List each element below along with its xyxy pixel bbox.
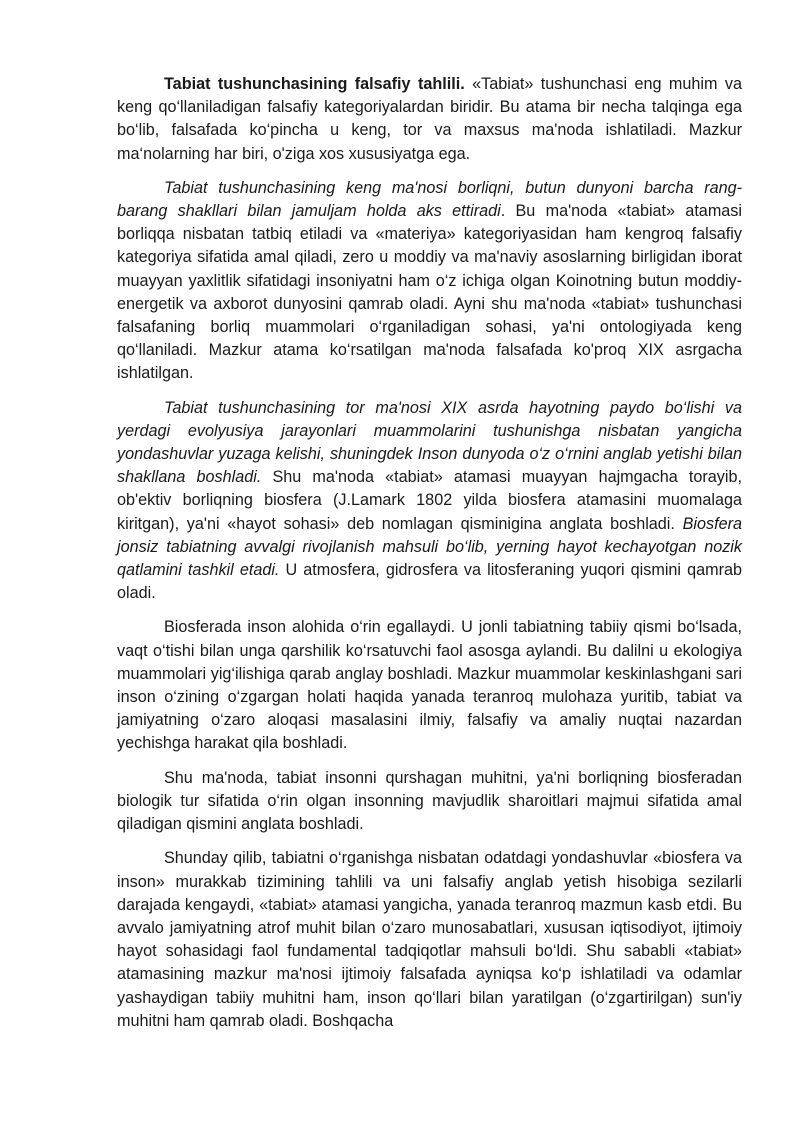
text-run: U atmosfera, gidrosfera va litosferaning yuqori qismini qamrab oladi.: [117, 561, 742, 603]
text-run: «Tabiat» tushunchasi eng muhim va keng qo‘llaniladigan falsafiy kategoriyalardan biridir. Bu atama bir necha talqinga ega bo‘lib, falsafada ko‘pincha u keng, tor va maxsus ma'noda ishlatiladi. Mazkur ma‘nolarning har biri, o'ziga xos xususiyatga ega.: [117, 75, 742, 163]
text-run: Biosferada inson alohida o‘rin egallaydi. U jonli tabiatning tabiiy qismi bo‘lsada, vaqt o‘tishi bilan unga qarshilik ko‘rsatuvchi faol asosga aylandi. Bu dalilni u ekologiya muammolari yig‘ilishiga qarab anglay boshladi. Mazkur muammolar keskinlashgani sari inson o‘zining o‘zgargan holati haqida yanada teranroq mulohaza yuritib, tabiat va jamiyatning o‘zaro aloqasi masalasini ilmiy, falsafiy va amaliy nuqtai nazardan yechishga harakat qila boshladi.: [117, 618, 742, 753]
paragraph-3: [117, 397, 742, 606]
text-run: . Bu ma'noda «tabiat» atamasi borliqqa nisbatan tatbiq etiladi va «materiya» kategoriyasidan ham kengroq falsafiy kategoriya sifatida amal qiladi, zero u moddiy va ma'naviy asoslarning birligidan iborat muayyan yaxlitlik sifatidagi insoniyatni ham o‘z ichiga olgan Koinotning butun moddiy-energetik va axborot dunyosini qamrab oladi. Ayni shu ma'noda «tabiat» tushunchasi falsafaning borliq muammolari o‘rganiladigan sohasi, ya'ni ontologiyada keng qo‘llaniladi. Mazkur atama ko‘rsatilgan ma'noda falsafada ko'proq XIX asrgacha ishlatilgan.: [117, 202, 742, 383]
paragraph-5: [117, 767, 742, 837]
italic-run: Tabiat tushunchasining tor ma'nosi XIX asrda hayotning paydo bo‘lishi va yerdagi evolyusiya jarayonlari muammolarini tushunishga nisbatan yangicha yondashuvlar yuzaga kelishi, shuningdek Inson dunyoda o‘z o‘rnini anglab yetishi bilan shakllana boshladi.: [117, 398, 742, 487]
paragraph-1: [117, 73, 742, 166]
italic-run: Biosfera jonsiz tabiatning avvalgi rivojlanish mahsuli bo‘lib, yerning hayot kechayotgan nozik qatlamini tashkil etadi.: [117, 514, 742, 580]
paragraph-4: [117, 616, 742, 755]
text-run: Shunday qilib, tabiatni o‘rganishga nisbatan odatdagi yondashuvlar «biosfera va inson» murakkab tizimining tahlili va uni falsafiy anglab yetish hisobiga sezilarli darajada kengaydi, «tabiat» atamasi yangicha, yanada teranroq mazmun kasb etdi. Bu avvalo jamiyatning atrof muhit bilan o‘zaro munosabatlari, xususan iqtisodiyot, ijtimoiy hayot sohasidagi faol fundamental tadqiqotlar mahsuli bo‘ldi. Shu sababli «tabiat» atamasining mazkur ma'nosi ijtimoiy falsafada ayniqsa ko‘p ishlatiladi va odamlar yashaydigan tabiiy muhitni ham, inson qo‘llari bilan yaratilgan (o‘zgartirilgan) sun'iy muhitni ham qamrab oladi. Boshqacha: [117, 849, 742, 1030]
document-page: [117, 73, 742, 1044]
text-run: Shu ma'noda «tabiat» atamasi muayyan hajmgacha torayib, ob'ektiv borliqning biosfera (J.Lamark 1802 yilda biosfera atamasini muomalaga kiritgan), ya'ni «hayot sohasi» deb nomlagan qisminigina anglata boshladi.: [117, 468, 742, 533]
paragraph-2: [117, 177, 742, 386]
heading-run: Tabiat tushunchasining falsafiy tahlili.: [164, 75, 465, 93]
paragraph-6: [117, 847, 742, 1033]
italic-run: Tabiat tushunchasining keng ma'nosi borliqni, butun dunyoni barcha rang-barang shakllari bilan jamuljam holda aks ettiradi: [117, 178, 742, 221]
text-run: Shu ma'noda, tabiat insonni qurshagan muhitni, ya'ni borliqning biosferadan biologik tur sifatida o‘rin olgan insonning mavjudlik sharoitlari majmui sifatida amal qiladigan qismini anglata boshladi.: [117, 768, 742, 834]
